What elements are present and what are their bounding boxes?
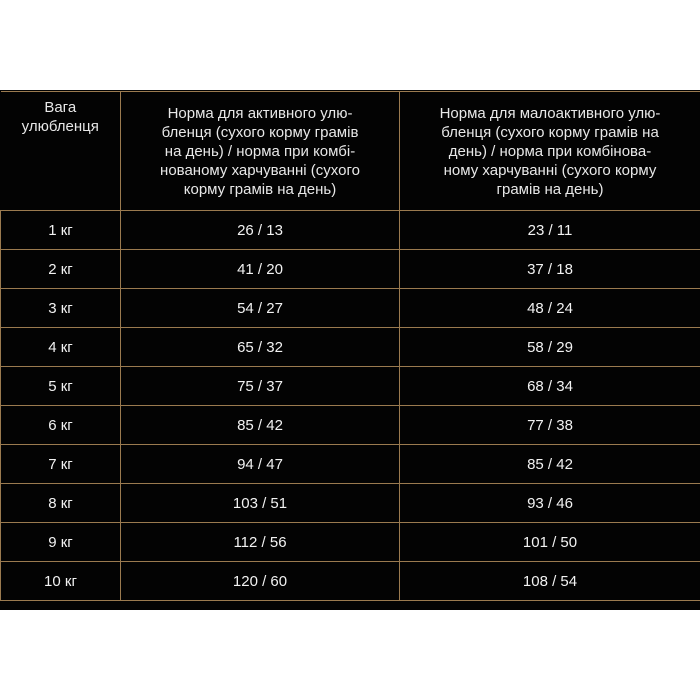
header-line: грамів на день): [496, 180, 604, 198]
cell-weight: 4 кг: [1, 328, 121, 367]
cell-weight: 2 кг: [1, 250, 121, 289]
cell-active: 112 / 56: [121, 523, 400, 562]
table-row: [1, 445, 700, 484]
table-header-row: [1, 92, 700, 211]
cell-low: 93 / 46: [400, 484, 700, 523]
header-line: Вага: [44, 99, 77, 116]
cell-weight: 9 кг: [1, 523, 121, 562]
cell-low: 48 / 24: [400, 289, 700, 328]
table-row: [1, 523, 700, 562]
table-row: [1, 406, 700, 445]
table-row: [1, 367, 700, 406]
cell-low: 37 / 18: [400, 250, 700, 289]
cell-active: 120 / 60: [121, 562, 400, 601]
table-row: [1, 484, 700, 523]
header-line: Норма для активного улю-: [167, 104, 353, 122]
header-line: нованому харчуванні (сухого: [160, 161, 360, 179]
header-line: бленця (сухого корму грамів: [161, 123, 359, 141]
table-row: [1, 562, 700, 601]
cell-active: 54 / 27: [121, 289, 400, 328]
cell-active: 75 / 37: [121, 367, 400, 406]
header-line: Норма для малоактивного улю-: [439, 104, 661, 122]
cell-weight: 6 кг: [1, 406, 121, 445]
cell-active: 94 / 47: [121, 445, 400, 484]
feeding-norms-table: [0, 91, 700, 601]
table-row: [1, 250, 700, 289]
table-row: [1, 328, 700, 367]
header-line: день) / норма при комбінова-: [448, 142, 652, 160]
cell-active: 103 / 51: [121, 484, 400, 523]
cell-low: 68 / 34: [400, 367, 700, 406]
table-row: [1, 289, 700, 328]
header-line: ному харчуванні (сухого корму: [443, 161, 657, 179]
table-row: [1, 211, 700, 250]
cell-weight: 5 кг: [1, 367, 121, 406]
cell-low: 108 / 54: [400, 562, 700, 601]
cell-active: 26 / 13: [121, 211, 400, 250]
cell-weight: 3 кг: [1, 289, 121, 328]
cell-active: 65 / 32: [121, 328, 400, 367]
cell-low: 101 / 50: [400, 523, 700, 562]
cell-weight: 7 кг: [1, 445, 121, 484]
header-low-activity-norm: [400, 92, 700, 211]
cell-low: 23 / 11: [400, 211, 700, 250]
cell-active: 85 / 42: [121, 406, 400, 445]
cell-low: 58 / 29: [400, 328, 700, 367]
cell-low: 77 / 38: [400, 406, 700, 445]
header-line: улюбленця: [21, 118, 99, 135]
header-active-norm: [121, 92, 400, 211]
cell-low: 85 / 42: [400, 445, 700, 484]
cell-active: 41 / 20: [121, 250, 400, 289]
cell-weight: 1 кг: [1, 211, 121, 250]
header-line: корму грамів на день): [183, 180, 337, 198]
header-line: на день) / норма при комбі-: [164, 142, 356, 160]
header-weight: [1, 92, 121, 211]
header-line: бленця (сухого корму грамів на: [441, 123, 659, 141]
cell-weight: 8 кг: [1, 484, 121, 523]
cell-weight: 10 кг: [1, 562, 121, 601]
